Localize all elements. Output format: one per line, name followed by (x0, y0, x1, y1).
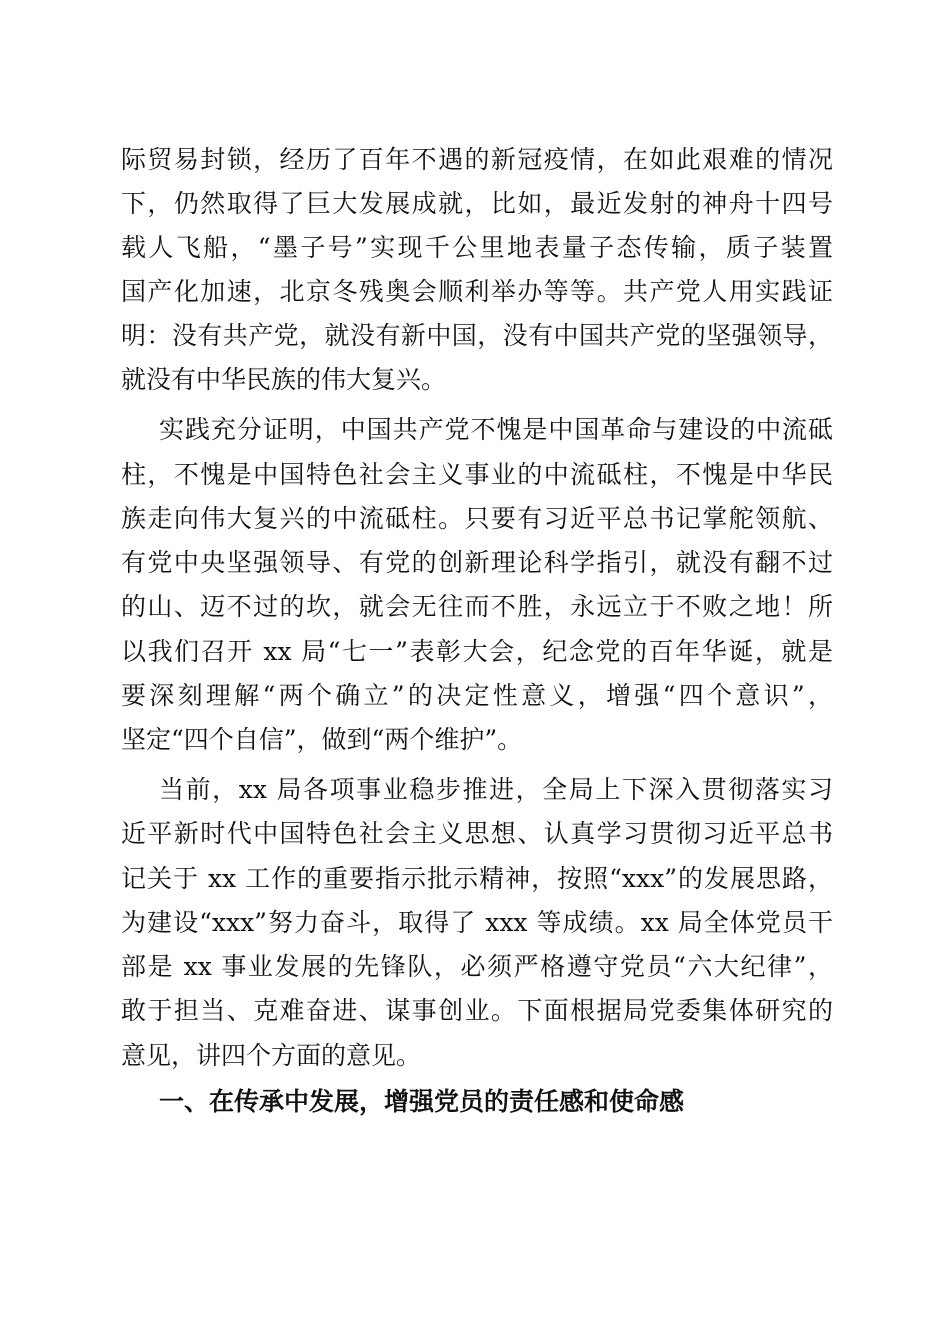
paragraph-line: 下，仍然取得了巨大发展成就，比如，最近发射的神舟十四号 (121, 189, 833, 218)
paragraph-line: 近平新时代中国特色社会主义思想、认真学习贯彻习近平总书 (121, 819, 833, 848)
paragraph-line: 为建设“xxx”努力奋斗，取得了 xxx 等成绩。xx 局全体党员干 (121, 908, 833, 937)
paragraph-line: 以我们召开 xx 局“七一”表彰大会，纪念党的百年华诞，就是 (121, 637, 833, 666)
paragraph-line: 实践充分证明，中国共产党不愧是中国革命与建设的中流砥 (159, 415, 833, 444)
paragraph-line: 的山、迈不过的坎，就会无往而不胜，永远立于不败之地！所 (121, 592, 833, 621)
paragraph-line: 载人飞船，“墨子号”实现千公里地表量子态传输，质子装置 (121, 233, 833, 262)
paragraph-line: 敢于担当、克难奋进、谋事创业。下面根据局党委集体研究的 (121, 996, 833, 1025)
paragraph-line: 当前，xx 局各项事业稳步推进，全局上下深入贯彻落实习 (159, 775, 833, 804)
paragraph-line: 国产化加速，北京冬残奥会顺利举办等等。共产党人用实践证 (121, 277, 833, 306)
paragraph-line: 意见，讲四个方面的意见。 (121, 1041, 422, 1070)
paragraph-line: 明：没有共产党，就没有新中国，没有中国共产党的坚强领导， (121, 321, 833, 350)
paragraph-line: 坚定“四个自信”，做到“两个维护”。 (121, 725, 523, 754)
paragraph-line: 部是 xx 事业发展的先锋队，必须严格遵守党员“六大纪律”， (121, 952, 833, 981)
paragraph-line: 就没有中华民族的伟大复兴。 (121, 365, 447, 394)
paragraph-line: 记关于 xx 工作的重要指示批示精神，按照“xxx”的发展思路， (121, 864, 833, 893)
paragraph-line: 际贸易封锁，经历了百年不遇的新冠疫情，在如此艰难的情况 (121, 145, 833, 174)
paragraph-line: 族走向伟大复兴的中流砥柱。只要有习近平总书记掌舵领航、 (121, 504, 833, 533)
paragraph-line: 有党中央坚强领导、有党的创新理论科学指引，就没有翻不过 (121, 548, 833, 577)
paragraph-line: 柱，不愧是中国特色社会主义事业的中流砥柱，不愧是中华民 (121, 460, 833, 489)
paragraph-line: 要深刻理解“两个确立”的决定性意义，增强“四个意识”， (121, 681, 833, 710)
section-heading: 一、在传承中发展，增强党员的责任感和使命感 (159, 1087, 685, 1116)
